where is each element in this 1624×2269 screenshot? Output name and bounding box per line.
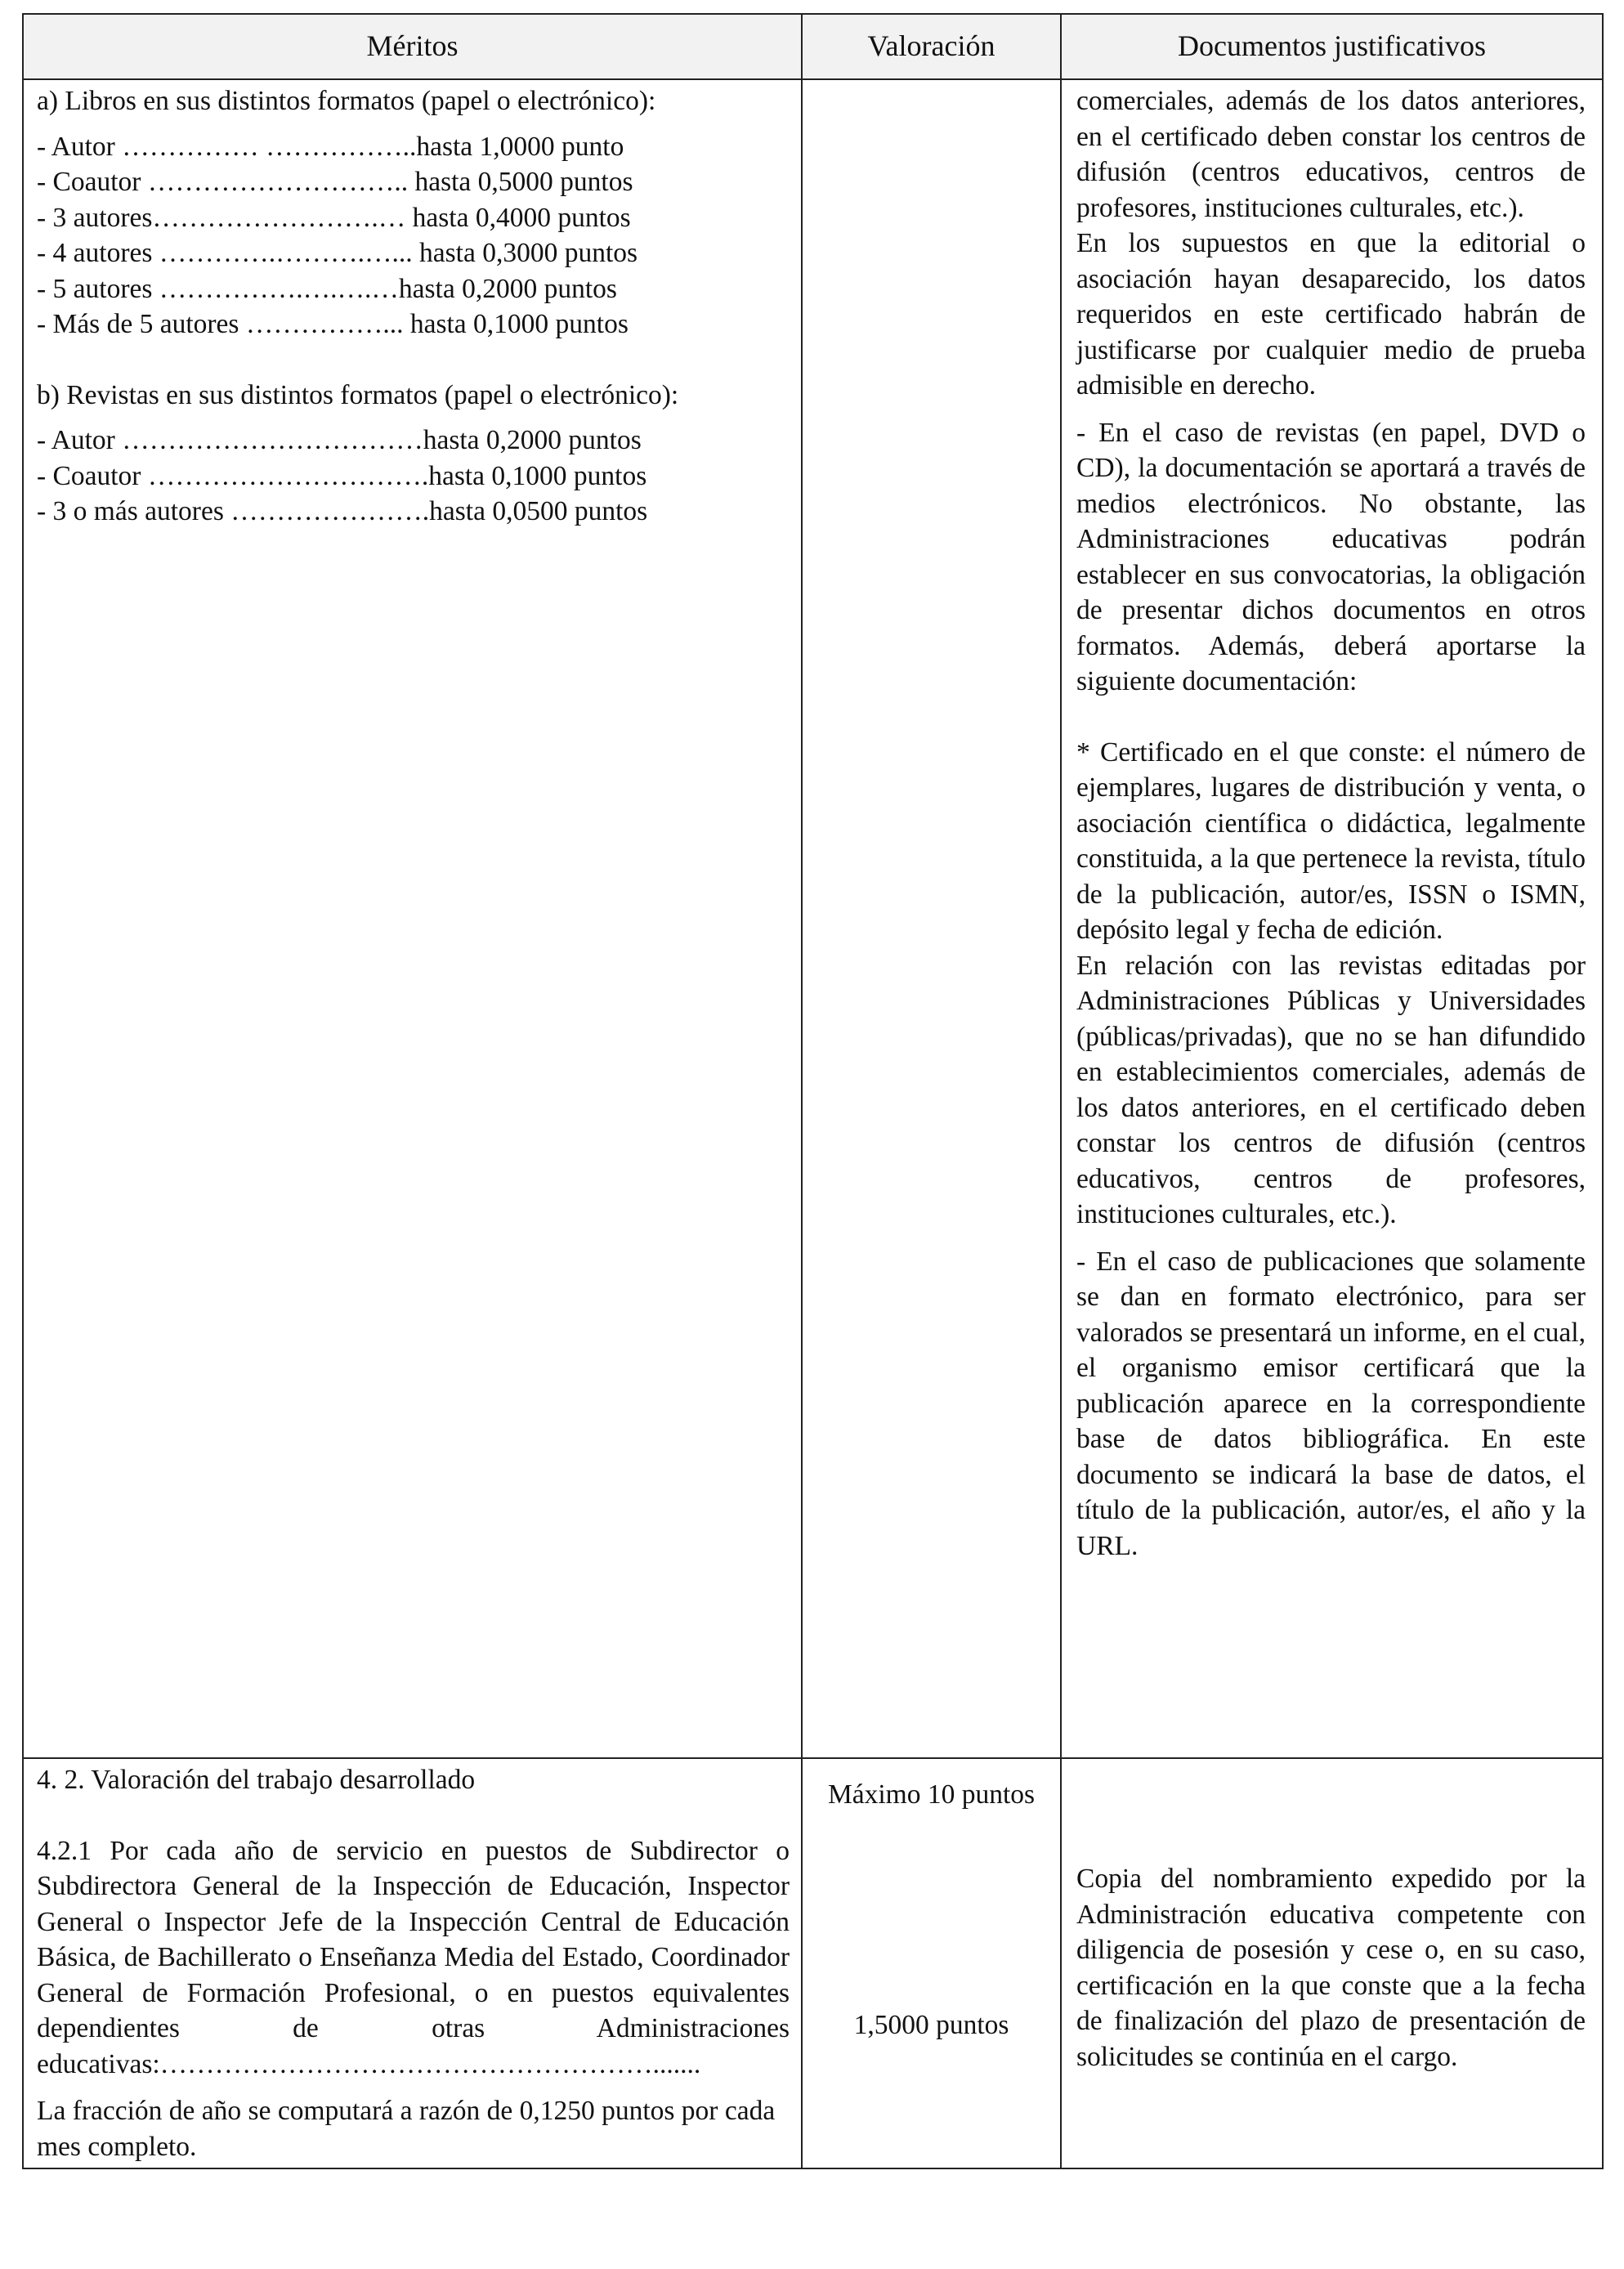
books-list [37,129,790,342]
books-5-authors: - 5 autores …………….….….…hasta 0,2000 puntos [37,273,617,304]
docs-paragraph: * Certificado en el que conste: el número de ejemplares, lugares de distribución y venta, o asociación científica o didáctica, legalmente constituida, a la que pertenece la revista, título de la publicación, autor/es, ISSN o ISMN, depósito legal y fecha de edición. [1076,736,1586,945]
docs-cell-publications [1061,79,1603,1758]
valuation-max: Máximo 10 puntos [827,1779,1036,1810]
valuation-points: 1,5000 puntos [853,2009,1009,2040]
table-row [23,1758,1603,2168]
header-documentos: Documentos justificativos [1061,14,1603,79]
journals-author: - Autor ……………………………hasta 0,2000 puntos [37,425,642,455]
journals-coauthor: - Coautor ………………………….hasta 0,1000 puntos [37,460,647,491]
valuation-cell-work [802,1758,1061,2168]
table-row [23,79,1603,1758]
work-fraction-note: La fracción de año se computará a razón de 0,1250 puntos por cada mes completo. [37,2096,776,2162]
docs-appointment-copy: Copia del nombramiento expedido por la Administración educativa competente con diligencia de posesión y cese o, en su caso, certificación en la que conste que a la fecha de finalización del plazo de presentación de solicitudes se continúa en el cargo. [1076,1864,1586,2072]
books-more-authors: - Más de 5 autores ……………... hasta 0,1000 puntos [37,309,629,339]
work-section-title: 4. 2. Valoración del trabajo desarrollado [37,1765,476,1795]
docs-paragraph: En relación con las revistas editadas por Administraciones Públicas y Universidades (públicas/privadas), que no se han difundido en establecimientos comerciales, además de los datos anteriores, en el certificado deben constar los centros de difusión (centros educativos, centros de profesores, instituciones culturales, etc.). [1076,950,1586,1229]
table-header-row [23,14,1603,79]
merits-cell-work [23,1758,802,2168]
books-author: - Autor …………… ……………..hasta 1,0000 punto [37,131,624,162]
books-title: a) Libros en sus distintos formatos (papel o electrónico): [37,86,656,116]
header-valoracion: Valoración [802,14,1061,79]
docs-paragraph: - En el caso de revistas (en papel, DVD o CD), la documentación se aportará a través de medios electrónicos. No obstante, las Administraciones educativas podrán establecer en sus convocatorias, la obligación de presentar dichos documentos en otros formatos. Además, deberá aportarse la siguiente documentación: [1076,417,1586,696]
docs-paragraph: En los supuestos en que la editorial o asociación hayan desaparecido, los datos requeridos en este certificado habrán de justificarse por cualquier medio de prueba admisible en derecho. [1076,228,1586,401]
merits-cell-publications [23,79,802,1758]
journals-list [37,423,790,530]
merits-table [22,13,1604,2169]
docs-cell-work [1061,1758,1603,2168]
books-4-authors: - 4 autores ………….……….…... hasta 0,3000 puntos [37,238,638,268]
docs-paragraph: - En el caso de publicaciones que solamente se dan en formato electrónico, para ser valorados se presentará un informe, en el cual, el organismo emisor certificará que la publicación aparece en la correspondiente base de datos bibliográfica. En este documento se indicará la base de datos, el título de la publicación, autor/es, el año y la URL. [1076,1246,1586,1561]
books-coauthor: - Coautor ……………………….. hasta 0,5000 puntos [37,167,633,197]
header-meritos: Méritos [23,14,802,79]
journals-3-authors: - 3 o más autores ………………….hasta 0,0500 puntos [37,496,648,526]
docs-paragraph: comerciales, además de los datos anteriores, en el certificado deben constar los centros de difusión (centros educativos, centros de profesores, instituciones culturales, etc.). [1076,86,1586,223]
journals-title: b) Revistas en sus distintos formatos (papel o electrónico): [37,379,679,410]
work-item-4-2-1: 4.2.1 Por cada año de servicio en puestos de Subdirector o Subdirectora General de la Inspección de Educación, Inspector General o Inspector Jefe de la Inspección Central de Educación Básica, de Bachillerato o Enseñanza Media del Estado, Coordinador General de Formación Profesional, o en puestos equivalentes dependientes de otras Administraciones educativas:………………………………………………....... [37,1835,790,2079]
books-3-authors: - 3 autores…………………….… hasta 0,4000 puntos [37,202,631,233]
valuation-cell-empty [802,79,1061,1758]
